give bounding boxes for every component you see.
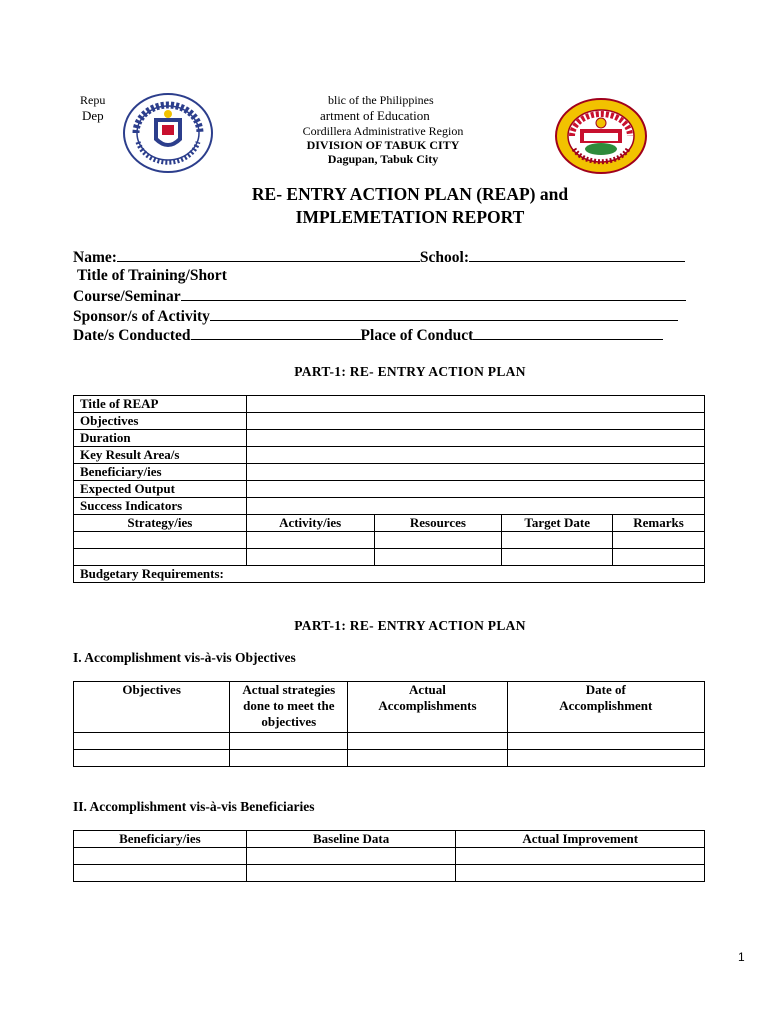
table-cell[interactable] bbox=[613, 549, 705, 566]
part1-heading: PART-1: RE- ENTRY ACTION PLAN bbox=[294, 364, 526, 379]
header-division: DIVISION OF TABUK CITY bbox=[306, 138, 460, 152]
table-cell[interactable] bbox=[230, 733, 348, 750]
header-line1-right: blic of the Philippines bbox=[328, 93, 434, 107]
date-label: Date/s Conducted bbox=[73, 327, 191, 344]
deped-seal-logo bbox=[122, 92, 214, 174]
table-cell[interactable] bbox=[246, 848, 456, 865]
tabuk-division-seal-logo bbox=[554, 97, 648, 175]
col-header-actual-accomplishments: Actual Accomplishments bbox=[348, 682, 507, 733]
table-cell[interactable] bbox=[348, 750, 507, 767]
reap-table bbox=[73, 395, 705, 583]
reap-row-input[interactable] bbox=[246, 447, 704, 464]
table-cell[interactable] bbox=[74, 549, 247, 566]
table-cell[interactable] bbox=[507, 750, 704, 767]
table-cell[interactable] bbox=[246, 549, 374, 566]
sponsor-field[interactable] bbox=[210, 307, 678, 321]
reap-row-input[interactable] bbox=[246, 430, 704, 447]
table-row bbox=[74, 865, 705, 882]
date-field[interactable] bbox=[191, 326, 361, 340]
sponsor-label: Sponsor/s of Activity bbox=[73, 308, 210, 325]
reap-row-label: Duration bbox=[74, 430, 247, 447]
table-row bbox=[74, 549, 705, 566]
budgetary-requirements[interactable]: Budgetary Requirements: bbox=[74, 566, 705, 583]
reap-row-label: Beneficiary/ies bbox=[74, 464, 247, 481]
header-line2-left: Dep bbox=[82, 108, 104, 123]
objectives-table bbox=[73, 681, 705, 767]
col-header-actual-strategies: Actual strategies done to meet the objectives bbox=[230, 682, 348, 733]
table-cell[interactable] bbox=[74, 865, 247, 882]
table-cell[interactable] bbox=[246, 865, 456, 882]
col-header-beneficiaries: Beneficiary/ies bbox=[74, 831, 247, 848]
beneficiaries-table bbox=[73, 830, 705, 882]
table-cell[interactable] bbox=[374, 549, 502, 566]
table-cell[interactable] bbox=[456, 865, 705, 882]
table-cell[interactable] bbox=[74, 848, 247, 865]
training-label-line1: Title of Training/Short bbox=[77, 267, 227, 284]
section2-title: II. Accomplishment vis-à-vis Beneficiaries bbox=[73, 799, 315, 814]
section1-title: I. Accomplishment vis-à-vis Objectives bbox=[73, 650, 296, 665]
training-label-line2: Course/Seminar bbox=[73, 288, 181, 305]
table-cell[interactable] bbox=[613, 532, 705, 549]
table-row bbox=[74, 750, 705, 767]
reap-row-label: Objectives bbox=[74, 413, 247, 430]
reap-row-input[interactable] bbox=[246, 498, 704, 515]
header-line1-left: Repu bbox=[80, 93, 106, 107]
reap-row-input[interactable] bbox=[246, 464, 704, 481]
training-field[interactable] bbox=[181, 287, 686, 301]
table-cell[interactable] bbox=[74, 750, 230, 767]
table-cell[interactable] bbox=[246, 532, 374, 549]
table-cell[interactable] bbox=[374, 532, 502, 549]
reap-row-label: Key Result Area/s bbox=[74, 447, 247, 464]
col-header-resources: Resources bbox=[374, 515, 502, 532]
name-field[interactable] bbox=[117, 248, 420, 262]
table-row bbox=[74, 848, 705, 865]
document-title-line2: IMPLEMETATION REPORT bbox=[295, 207, 525, 227]
col-header-remarks: Remarks bbox=[613, 515, 705, 532]
part2-heading: PART-1: RE- ENTRY ACTION PLAN bbox=[294, 618, 526, 633]
table-cell[interactable] bbox=[502, 532, 613, 549]
col-header-improvement: Actual Improvement bbox=[456, 831, 705, 848]
name-label: Name: bbox=[73, 249, 117, 266]
col-header-baseline: Baseline Data bbox=[246, 831, 456, 848]
school-field[interactable] bbox=[469, 248, 685, 262]
header-address: Dagupan, Tabuk City bbox=[327, 152, 439, 166]
document-title-line1: RE- ENTRY ACTION PLAN (REAP) and bbox=[251, 184, 569, 204]
place-label: Place of Conduct bbox=[360, 327, 474, 344]
reap-row-label: Expected Output bbox=[74, 481, 247, 498]
table-row bbox=[74, 532, 705, 549]
table-cell[interactable] bbox=[348, 733, 507, 750]
reap-row-input[interactable] bbox=[246, 481, 704, 498]
table-cell[interactable] bbox=[456, 848, 705, 865]
reap-row-label: Title of REAP bbox=[74, 396, 247, 413]
table-cell[interactable] bbox=[507, 733, 704, 750]
page-number: 1 bbox=[738, 950, 745, 964]
place-field[interactable] bbox=[473, 326, 663, 340]
table-cell[interactable] bbox=[502, 549, 613, 566]
col-header-date-accomplishment: Date of Accomplishment bbox=[507, 682, 704, 733]
school-label: School: bbox=[419, 249, 469, 266]
col-header-objectives: Objectives bbox=[74, 682, 230, 733]
col-header-strategy: Strategy/ies bbox=[74, 515, 247, 532]
table-cell[interactable] bbox=[230, 750, 348, 767]
header-line2-right: artment of Education bbox=[320, 108, 430, 123]
col-header-activity: Activity/ies bbox=[246, 515, 374, 532]
reap-row-input[interactable] bbox=[246, 413, 704, 430]
reap-row-label: Success Indicators bbox=[74, 498, 247, 515]
reap-row-input[interactable] bbox=[246, 396, 704, 413]
table-cell[interactable] bbox=[74, 532, 247, 549]
col-header-target-date: Target Date bbox=[502, 515, 613, 532]
table-row bbox=[74, 733, 705, 750]
header-region: Cordillera Administrative Region bbox=[302, 124, 464, 138]
table-cell[interactable] bbox=[74, 733, 230, 750]
